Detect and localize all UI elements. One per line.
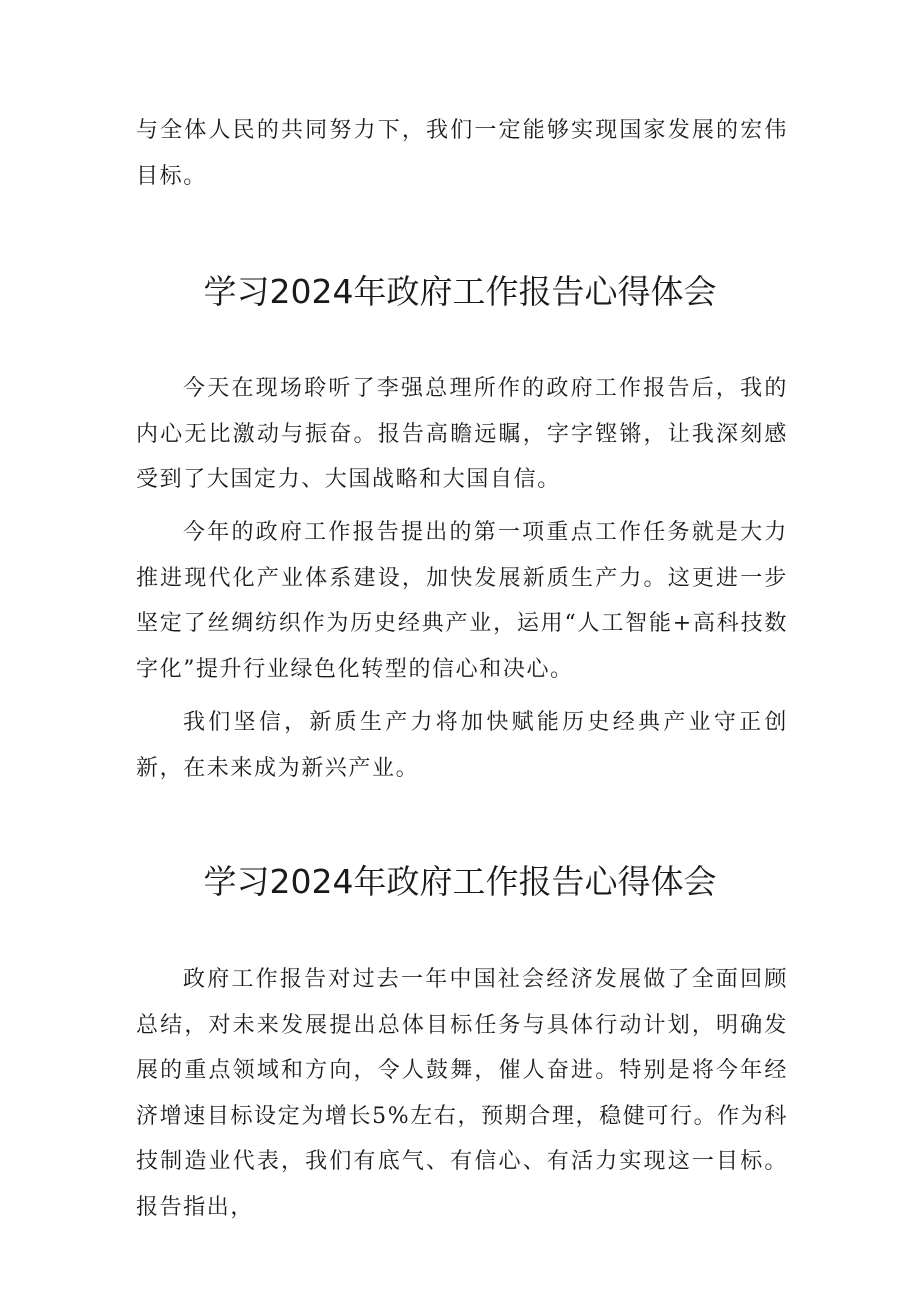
continuation-paragraph: 与全体人民的共同努力下，我们一定能够实现国家发展的宏伟目标。 [136, 118, 788, 189]
body-paragraph-2: 今年的政府工作报告提出的第一项重点工作任务就是大力推进现代化产业体系建设，加快发展新质生产力。这更进一步坚定了丝绸纺织作为历史经典产业，运用“人工智能+高科技数字化”提升行业绿色化转型的信心和决心。 [136, 520, 788, 682]
body-paragraph-3: 我们坚信，新质生产力将加快赋能历史经典产业守正创新，在未来成为新兴产业。 [136, 710, 788, 781]
section-heading-2: 学习2024年政府工作报告心得体会 [203, 862, 717, 901]
body-paragraph-1: 今天在现场聆听了李强总理所作的政府工作报告后，我的内心无比激动与振奋。报告高瞻远瞩，字字铿锵，让我深刻感受到了大国定力、大国战略和大国自信。 [136, 376, 788, 492]
section-heading-1: 学习2024年政府工作报告心得体会 [203, 272, 717, 311]
body-paragraph-4: 政府工作报告对过去一年中国社会经济发展做了全面回顾总结，对未来发展提出总体目标任务与具体行动计划，明确发展的重点领域和方向，令人鼓舞，催人奋进。特别是将今年经济增速目标设定为增长5%左右，预期合理，稳健可行。作为科技制造业代表，我们有底气、有信心、有活力实现这一目标。报告指出， [136, 967, 788, 1220]
